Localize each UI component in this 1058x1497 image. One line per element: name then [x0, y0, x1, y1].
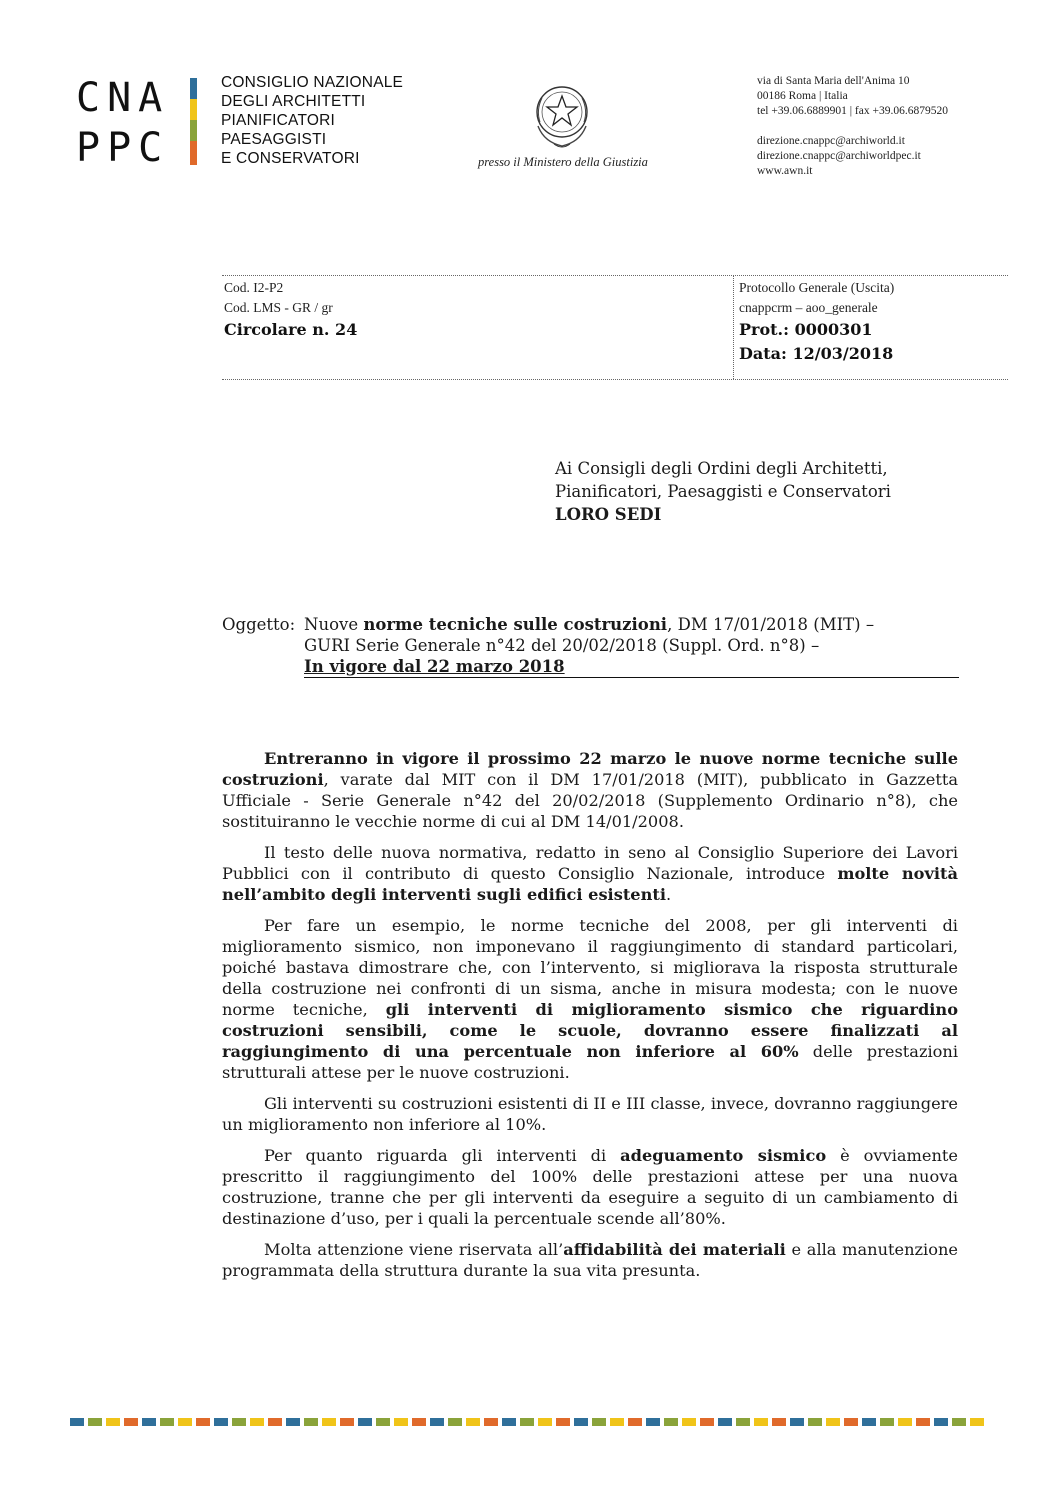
circolare-number: Circolare n. 24	[224, 320, 358, 339]
protocol-top-rule	[222, 275, 1008, 276]
protocollo-generale: Protocollo Generale (Uscita)	[739, 280, 895, 295]
paragraph-2: Il testo delle nuova normativa, redatto in seno al Consiglio Superiore dei Lavori Pubblici con il contributo di questo Consiglio Nazionale, introduce molte novità nell’ambito degli interventi sugli edifici esistenti.	[222, 843, 958, 904]
cod-line-1: Cod. I2-P2	[224, 280, 284, 295]
emblem-caption: presso il Ministero della Giustizia	[478, 155, 648, 169]
logo-ppc: PPC	[76, 125, 170, 171]
protocol-left	[224, 278, 357, 342]
protocol-date: Data: 12/03/2018	[739, 344, 894, 363]
protocol-bottom-rule	[222, 379, 1008, 380]
footer-color-stripe	[70, 1418, 988, 1426]
cod-line-2: Cod. LMS - GR / gr	[224, 300, 333, 315]
protocol-right	[739, 278, 894, 366]
pec-email-link[interactable]: direzione.cnappc@archiworldpec.it	[757, 150, 921, 162]
paragraph-4: Gli interventi su costruzioni esistenti di II e III classe, invece, dovranno raggiungere un miglioramento non inferiore al 10%.	[222, 1094, 958, 1134]
subject-label: Oggetto:	[222, 615, 296, 634]
paragraph-6: Molta attenzione viene riservata all’affidabilità dei materiali e alla manutenzione programmata della struttura durante la sua vita presunta.	[222, 1240, 958, 1280]
subject-underline	[304, 677, 959, 678]
recipients: Ai Consigli degli Ordini degli Architetti, Pianificatori, Paesaggisti e Conservatori LORO SEDI	[555, 459, 891, 524]
protocol-number: Prot.: 0000301	[739, 320, 873, 339]
paragraph-1: Entreranno in vigore il prossimo 22 marzo le nuove norme tecniche sulle costruzioni, varate dal MIT con il DM 17/01/2018 (MIT), pubblicato in Gazzetta Ufficiale - Serie Generale n°42 del 20/02/2018 (Supplemento Ordinario n°8), che sostituiranno le vecchie norme di cui al DM 14/01/2008.	[222, 749, 958, 831]
subject	[222, 614, 295, 635]
subject-text: Nuove norme tecniche sulle costruzioni, DM 17/01/2018 (MIT) – GURI Serie Generale n°42 del 20/02/2018 (Suppl. Ord. n°8) – In vigore dal 22 marzo 2018	[304, 615, 875, 676]
email-link[interactable]: direzione.cnappc@archiworld.it	[757, 135, 905, 147]
org-name: CONSIGLIO NAZIONALE DEGLI ARCHITETTI PIANIFICATORI PAESAGGISTI E CONSERVATORI	[221, 74, 404, 167]
contact-block: via di Santa Maria dell'Anima 10 00186 Roma | Italia tel +39.06.6889901 | fax +39.06.6879520 direzione.cnappc@archiworld.it direzione.cnappc@archiworldpec.it www.awn.it	[757, 75, 948, 177]
protocol-divider	[733, 275, 734, 379]
logo-cna: CNA	[76, 75, 170, 121]
paragraph-5: Per quanto riguarda gli interventi di adeguamento sismico è ovviamente prescritto il raggiungimento del 100% delle prestazioni attese per una nuova costruzione, tranne che per gli interventi da eseguire a seguito di un cambiamento di destinazione d’uso, per i quali la percentuale scende all’80%.	[222, 1146, 958, 1228]
website-link[interactable]: www.awn.it	[757, 165, 813, 177]
paragraph-3: Per fare un esempio, le norme tecniche del 2008, per gli interventi di miglioramento sismico, non imponevano il raggiungimento di standard particolari, poiché bastava dimostrare che, con l’intervento, si migliorava la risposta strutturale della costruzione nei confronti di un sisma, anche in misura modesta; con le nuove norme tecniche, gli interventi di miglioramento sismico che riguardino costruzioni sensibili, come le scuole, dovranno essere finalizzati al raggiungimento di una percentuale non inferiore al 60% delle prestazioni strutturali attese per le nuove costruzioni.	[222, 916, 959, 1082]
letter-body	[222, 748, 958, 1291]
italian-republic-emblem-icon	[524, 76, 600, 152]
aoo-code: cnappcrm – aoo_generale	[739, 300, 878, 315]
